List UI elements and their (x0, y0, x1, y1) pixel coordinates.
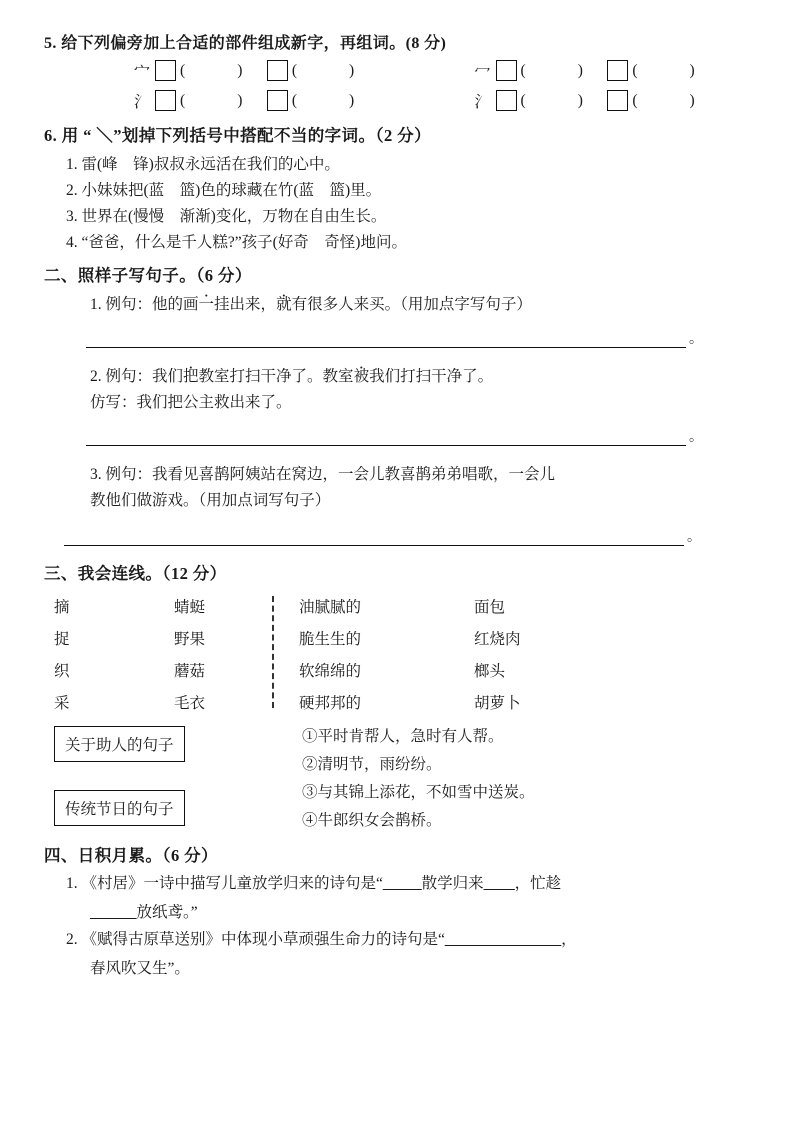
dotted-word: 被 (353, 368, 370, 385)
option-item[interactable]: ①平时肯帮人，急时有人帮。 (302, 728, 504, 745)
character-box[interactable] (607, 90, 628, 111)
word-parentheses[interactable]: ( ) (180, 91, 243, 109)
line-period: 。 (689, 430, 703, 445)
blank-field[interactable]: _______________ (444, 931, 562, 949)
question-text: 放纸鸢。” (136, 904, 198, 922)
word-parentheses[interactable]: ( ) (180, 61, 243, 79)
radical-cell (134, 89, 267, 112)
match-item[interactable]: 面包 (474, 599, 506, 616)
imitation-write-label: 仿写：我们把公主救出来了。 (90, 394, 292, 411)
match-column-verbs (54, 592, 70, 720)
answer-line-row (44, 328, 749, 348)
fill-blank-item-1 (44, 872, 749, 896)
radical-cell (134, 59, 267, 82)
dotted-word: 就 (276, 296, 292, 313)
question-text: 1. 《村居》一诗中描写儿童放学归来的诗句是“ (66, 875, 383, 892)
answer-line[interactable] (86, 347, 686, 348)
word-parentheses[interactable]: ( ) (291, 61, 355, 79)
option-item[interactable]: ②清明节，雨纷纷。 (302, 756, 442, 773)
radical-cell (475, 59, 608, 82)
match-item[interactable]: 毛衣 (174, 695, 206, 712)
match-item[interactable]: 摘 (54, 599, 70, 616)
match-item[interactable]: 采 (54, 695, 70, 712)
example-sentence-3 (44, 462, 749, 484)
character-box[interactable] (607, 60, 628, 81)
example-text: 我们 (152, 368, 184, 385)
radical-glyph: 氵 (474, 94, 491, 111)
match-item[interactable]: 红烧肉 (474, 631, 521, 648)
option-item[interactable]: ③与其锦上添花，不如雪中送炭。 (302, 784, 535, 801)
character-box[interactable] (496, 90, 517, 111)
example-label: 2. 例句： (90, 368, 153, 385)
question-item: 1. 雷(峰 锋)叔叔永远活在我们的心中。 (66, 156, 340, 173)
character-box[interactable] (496, 60, 517, 81)
match-item[interactable]: 软绵绵的 (299, 663, 362, 680)
example-text: 教室打扫干净了。教室 (198, 368, 354, 385)
example-text: 我们打扫干净了。 (369, 368, 494, 385)
answer-line-row (44, 426, 749, 446)
example-label: 3. 例句： (90, 466, 153, 483)
vertical-divider (272, 596, 274, 708)
example-text: 有很多人来买。（用加点字写句子） (291, 296, 532, 313)
character-box[interactable] (155, 90, 176, 111)
radical-cell (607, 60, 749, 81)
radical-glyph: 宀 (134, 64, 151, 81)
character-box[interactable] (267, 60, 288, 81)
blank-field[interactable]: _____ (382, 875, 422, 892)
word-parentheses[interactable]: ( ) (291, 91, 355, 109)
fill-blank-item-2-cont: 春风吹又生”。 (90, 960, 190, 978)
blank-field[interactable]: ______ (90, 904, 137, 922)
match-item[interactable]: 蘑菇 (174, 663, 206, 680)
match-item[interactable]: 榔头 (474, 663, 506, 680)
radical-glyph: 氵 (134, 94, 151, 111)
word-parentheses[interactable]: ( ) (520, 61, 583, 79)
radical-grid (44, 59, 749, 112)
match-item[interactable]: 野果 (174, 631, 206, 648)
section-4-heading: 四、日积月累。（6 分） (44, 846, 218, 865)
radical-glyph: 冖 (474, 64, 491, 81)
question-text: ，忙趁 (514, 875, 562, 892)
question-item: 4. “爸爸，什么是千人糕?”孩子(好奇 奇怪)地问。 (66, 234, 407, 251)
radical-row (44, 89, 749, 112)
match-item[interactable]: 织 (54, 663, 70, 680)
category-label-helping[interactable]: 关于助人的句子 (54, 726, 185, 762)
example-sentence-2 (44, 364, 749, 386)
word-parentheses[interactable]: ( ) (520, 91, 583, 109)
question-text: ， (561, 931, 577, 949)
radical-row (44, 59, 749, 82)
radical-cell (267, 90, 409, 111)
match-item[interactable]: 胡萝卜 (474, 695, 521, 712)
word-parentheses[interactable]: ( ) (632, 61, 695, 79)
match-item[interactable]: 硬邦邦的 (299, 695, 362, 712)
answer-line[interactable] (64, 545, 684, 546)
fill-blank-item-1-cont (44, 900, 749, 922)
line-period: 。 (689, 332, 703, 347)
word-parentheses[interactable]: ( ) (632, 91, 695, 109)
character-box[interactable] (267, 90, 288, 111)
match-item[interactable]: 蜻蜓 (174, 599, 206, 616)
option-list (302, 724, 535, 836)
radical-cell (475, 89, 608, 112)
match-item[interactable]: 油腻腻的 (299, 599, 362, 616)
dotted-word: 一 (198, 296, 215, 313)
answer-line[interactable] (86, 445, 686, 446)
match-item[interactable]: 脆生生的 (299, 631, 362, 648)
matching-exercise (44, 592, 749, 720)
fill-blank-item-2 (44, 928, 749, 952)
example-text: 我看见喜鹊阿姨站在窝边，一会儿教喜鹊弟弟唱歌，一会儿 (152, 466, 556, 483)
section-5-heading: 5. 给下列偏旁加上合适的部件组成新字，再组词。(8 分) (44, 35, 447, 52)
dotted-word: 把 (183, 368, 199, 385)
category-label-festival[interactable]: 传统节日的句子 (54, 790, 185, 826)
example-text: 他的画 (152, 296, 199, 313)
match-column-nouns (174, 592, 205, 720)
match-column-adjectives (299, 592, 361, 720)
section-6-heading: 6. 用 “ ＼”划掉下列括号中搭配不当的字词。（2 分） (44, 126, 431, 145)
question-text: 2. 《赋得古原草送别》中体现小草顽强生命力的诗句是“ (66, 931, 445, 949)
blank-field[interactable]: ____ (483, 875, 515, 892)
example-sentence-3-cont: 教他们做游戏。（用加点词写句子） (90, 492, 331, 509)
character-box[interactable] (155, 60, 176, 81)
section-2-heading: 二、照样子写句子。（6 分） (44, 266, 252, 285)
example-text: 挂出来， (214, 296, 277, 313)
section-3-heading: 三、我会连线。（12 分） (44, 564, 227, 583)
category-matching (44, 724, 749, 842)
question-text: 散学归来 (421, 875, 484, 892)
match-item[interactable]: 捉 (54, 631, 70, 648)
option-item[interactable]: ④牛郎织女会鹊桥。 (302, 812, 442, 829)
question-item: 2. 小妹妹把(蓝 篮)色的球藏在竹(蓝 篮)里。 (66, 182, 382, 199)
match-column-objects (474, 592, 521, 720)
line-period: 。 (687, 530, 701, 545)
radical-cell (267, 60, 409, 81)
radical-cell (607, 90, 749, 111)
example-label: 1. 例句： (90, 296, 153, 313)
example-sentence-1 (44, 292, 749, 314)
answer-line-row (44, 526, 749, 546)
question-item: 3. 世界在(慢慢 渐渐)变化，万物在自由生长。 (66, 208, 387, 225)
